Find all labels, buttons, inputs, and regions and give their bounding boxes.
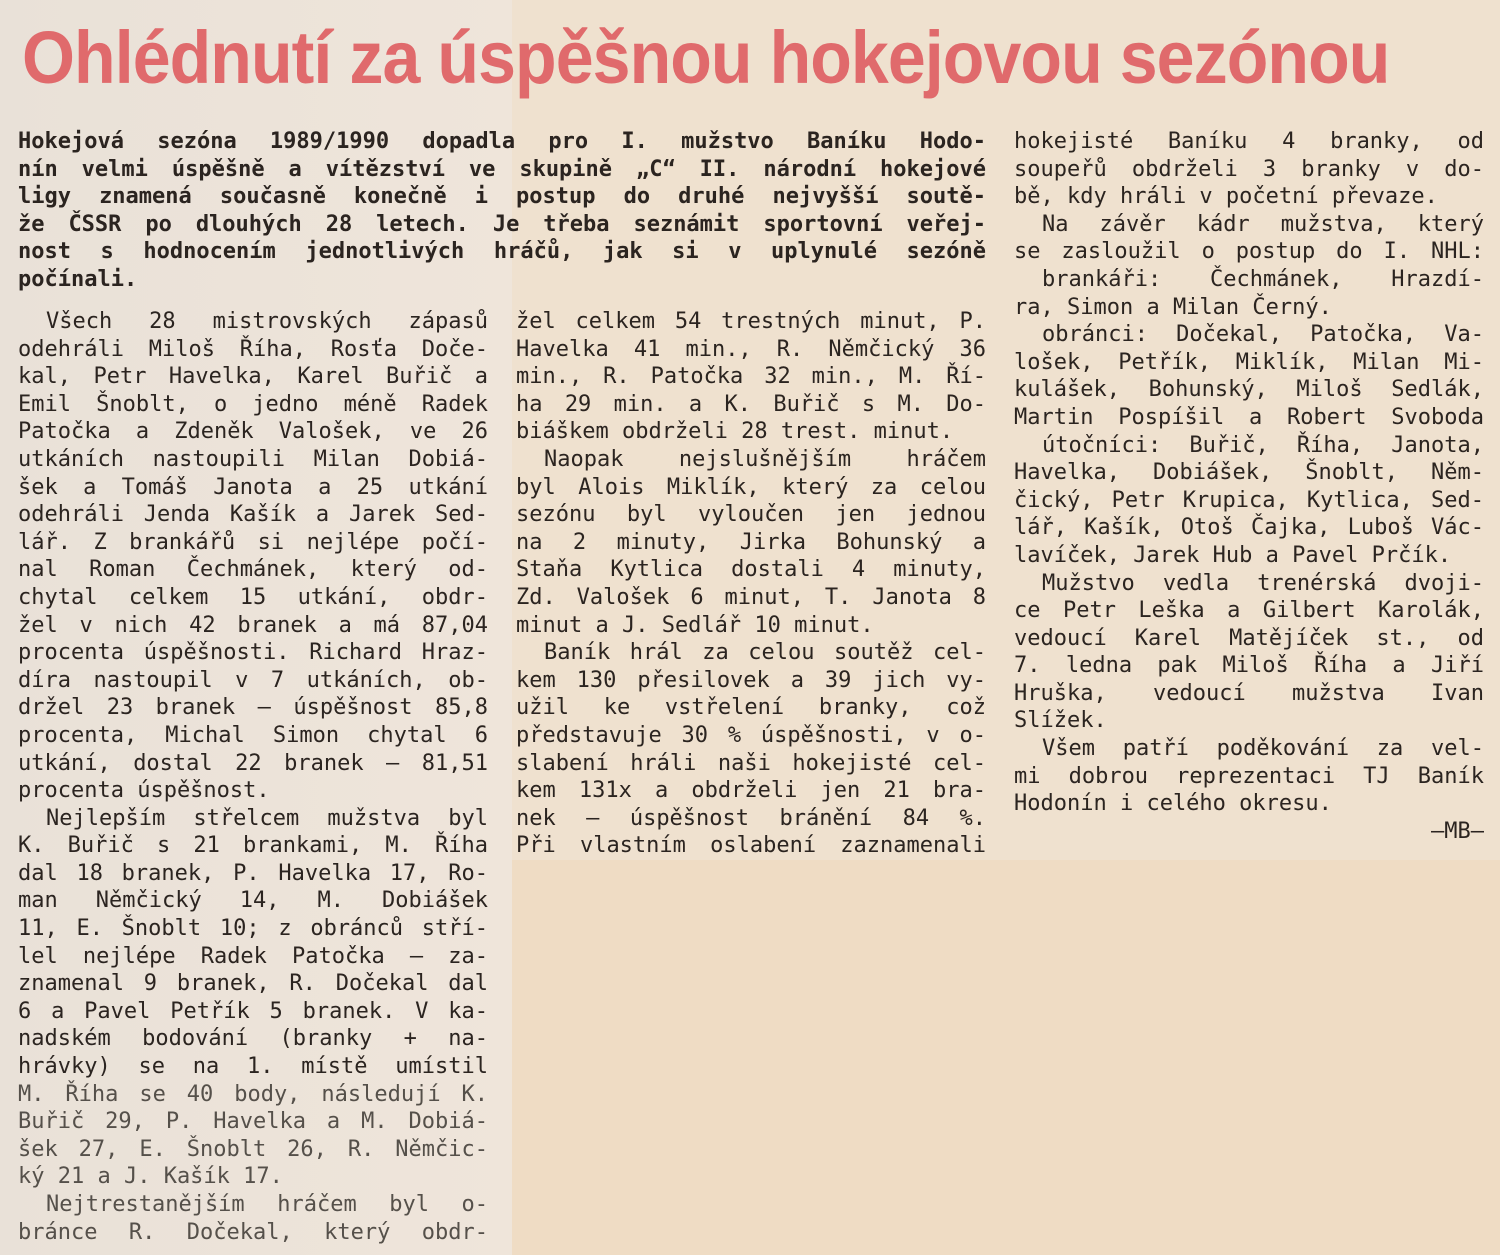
body-line: šek a Tomáš Janota a 25 utkání xyxy=(18,474,488,500)
body-line: Patočka a Zdeněk Valošek, ve 26 xyxy=(18,419,488,445)
body-line: lel nejlépe Radek Patočka — za- xyxy=(18,943,488,969)
body-line: Buřič 29, P. Havelka a M. Dobiá- xyxy=(18,1109,488,1135)
body-line: bě, kdy hráli v početní převaze. xyxy=(1014,184,1438,210)
body-line: Havelka 41 min., R. Němčický 36 xyxy=(516,336,986,362)
lead-line: nost s hodnocením jednotlivých hráčů, jak si v uplynulé sezóně xyxy=(18,239,986,265)
article-title: Ohlédnutí za úspěšnou hokejovou sezónou xyxy=(22,16,1390,99)
body-line: 11, E. Šnoblt 10; z obránců stří- xyxy=(18,916,488,942)
body-line: Naopak nejslušnějším hráčem xyxy=(544,446,986,472)
paper-background xyxy=(512,860,1500,1255)
body-line: Mužstvo vedla trenérská dvoji- xyxy=(1042,570,1484,596)
body-line: šek 27, E. Šnoblt 26, R. Němčic- xyxy=(18,1136,488,1162)
body-line: díra nastoupil v 7 utkáních, ob- xyxy=(18,667,488,693)
body-line: Zd. Valošek 6 minut, T. Janota 8 xyxy=(516,584,986,610)
body-line: 6 a Pavel Petřík 5 branek. V ka- xyxy=(18,998,488,1024)
body-line: soupeřů obdrželi 3 branky v do- xyxy=(1014,156,1484,182)
body-line: kem 130 přesilovek a 39 jich vy- xyxy=(516,667,986,693)
body-line: ra, Simon a Milan Černý. xyxy=(1014,294,1332,320)
body-line: min., R. Patočka 32 min., M. Ří- xyxy=(516,364,986,390)
body-line: hokejisté Baníku 4 branky, od xyxy=(1014,129,1484,154)
body-line: mi dobrou reprezentaci TJ Baník xyxy=(1014,763,1484,789)
body-line: ce Petr Leška a Gilbert Karolák, xyxy=(1014,598,1484,624)
body-line: znamenal 9 branek, R. Dočekal dal xyxy=(18,971,488,997)
body-line: procenta, Michal Simon chytal 6 xyxy=(18,722,488,748)
body-line: Emil Šnoblt, o jedno méně Radek xyxy=(18,391,488,417)
body-line: čický, Petr Krupica, Kytlica, Sed- xyxy=(1014,487,1484,513)
body-line: žel celkem 54 trestných minut, P. xyxy=(516,309,986,334)
body-line: Při vlastním oslabení zaznamenali xyxy=(516,833,986,859)
body-line: lavíček, Jarek Hub a Pavel Prčík. xyxy=(1014,542,1452,568)
article-column-2 xyxy=(516,308,986,860)
body-line: Hodonín i celého okresu. xyxy=(1014,791,1332,817)
body-line: ký 21 a J. Kašík 17. xyxy=(18,1164,283,1190)
body-line: nek — úspěšnost bránění 84 %. xyxy=(516,805,986,831)
article-lead xyxy=(18,128,986,294)
body-line: sezónu byl vyloučen jen jednou xyxy=(516,502,986,528)
body-line: ha 29 min. a K. Buřič s M. Do- xyxy=(516,391,986,417)
body-line: Na závěr kádr mužstva, který xyxy=(1042,211,1484,237)
body-line: Nejtrestanějším hráčem byl o- xyxy=(46,1192,488,1217)
body-line: Havelka, Dobiášek, Šnoblt, Něm- xyxy=(1014,460,1484,486)
body-line: K. Buřič s 21 brankami, M. Říha xyxy=(18,833,488,859)
body-line: se zasloužil o postup do I. NHL: xyxy=(1014,239,1484,265)
body-line: odehráli Jenda Kašík a Jarek Sed- xyxy=(18,502,488,528)
body-line: procenta úspěšnost. xyxy=(18,778,270,804)
body-line: Hruška, vedoucí mužstva Ivan xyxy=(1014,680,1484,706)
body-line: odehráli Miloš Říha, Rosťa Doče- xyxy=(18,336,488,362)
body-line: lošek, Petřík, Miklík, Milan Mi- xyxy=(1014,349,1484,375)
body-line: bránce R. Dočekal, který obdr- xyxy=(18,1219,488,1245)
body-line: Martin Pospíšil a Robert Svoboda xyxy=(1014,404,1484,430)
body-line: lář, Kašík, Otoš Čajka, Luboš Vác- xyxy=(1014,515,1484,541)
body-line: utkáních nastoupili Milan Dobiá- xyxy=(18,446,488,472)
body-line: brankáři: Čechmánek, Hrazdí- xyxy=(1042,266,1484,292)
body-line: Slížek. xyxy=(1014,708,1107,734)
body-line: obránci: Dočekal, Patočka, Va- xyxy=(1042,322,1484,348)
body-line: nadském bodování (branky + na- xyxy=(18,1026,488,1052)
body-line: kem 131x a obdrželi jen 21 bra- xyxy=(516,778,986,804)
body-line: na 2 minuty, Jirka Bohunský a xyxy=(516,529,986,555)
body-line: slabení hráli naši hokejisté cel- xyxy=(516,750,986,776)
body-line: Všech 28 mistrovských zápasů xyxy=(46,309,488,334)
body-line: útočníci: Buřič, Říha, Janota, xyxy=(1042,432,1484,458)
article-column-1 xyxy=(18,308,488,1246)
lead-line: ligy znamená současně konečně i postup do druhé nejvyšší soutě- xyxy=(18,184,986,210)
lead-line: počínali. xyxy=(18,266,138,292)
body-line: Staňa Kytlica dostali 4 minuty, xyxy=(516,557,986,583)
body-line: lář. Z brankářů si nejlépe počí- xyxy=(18,529,488,555)
lead-line: Hokejová sezóna 1989/1990 dopadla pro I. mužstvo Baníku Hodo- xyxy=(18,129,986,154)
author-signature: —MB— xyxy=(1431,818,1484,844)
body-line: nal Roman Čechmánek, který od- xyxy=(18,557,488,583)
body-line: kulášek, Bohunský, Miloš Sedlák, xyxy=(1014,377,1484,403)
article-column-3 xyxy=(1014,128,1484,845)
lead-line: nín velmi úspěšně a vítězství ve skupině „C“ II. národní hokejové xyxy=(18,156,986,182)
body-line: 7. ledna pak Miloš Říha a Jiří xyxy=(1014,653,1484,679)
body-line: man Němčický 14, M. Dobiášek xyxy=(18,888,488,914)
lead-line: že ČSSR po dlouhých 28 letech. Je třeba seznámit sportovní veřej- xyxy=(18,211,986,237)
body-line: hrávky) se na 1. místě umístil xyxy=(18,1054,488,1080)
body-line: minut a J. Sedlář 10 minut. xyxy=(516,612,874,638)
body-line: Všem patří poděkování za vel- xyxy=(1042,736,1484,762)
body-line: Baník hrál za celou soutěž cel- xyxy=(544,640,986,666)
body-line: M. Říha se 40 body, následují K. xyxy=(18,1081,488,1107)
body-line: biáškem obdrželi 28 trest. minut. xyxy=(516,419,954,445)
body-line: procenta úspěšnosti. Richard Hraz- xyxy=(18,640,488,666)
body-line: užil ke vstřelení branky, což xyxy=(516,695,986,721)
body-line: držel 23 branek — úspěšnost 85,8 xyxy=(18,695,488,721)
body-line: dal 18 branek, P. Havelka 17, Ro- xyxy=(18,860,488,886)
body-line: utkání, dostal 22 branek — 81,51 xyxy=(18,750,488,776)
body-line: chytal celkem 15 utkání, obdr- xyxy=(18,584,488,610)
body-line: vedoucí Karel Matějíček st., od xyxy=(1014,625,1484,651)
body-line: kal, Petr Havelka, Karel Buřič a xyxy=(18,364,488,390)
body-line: byl Alois Miklík, který za celou xyxy=(516,474,986,500)
body-line: žel v nich 42 branek a má 87,04 xyxy=(18,612,488,638)
body-line: Nejlepším střelcem mužstva byl xyxy=(46,805,488,831)
body-line: představuje 30 % úspěšnosti, v o- xyxy=(516,722,986,748)
